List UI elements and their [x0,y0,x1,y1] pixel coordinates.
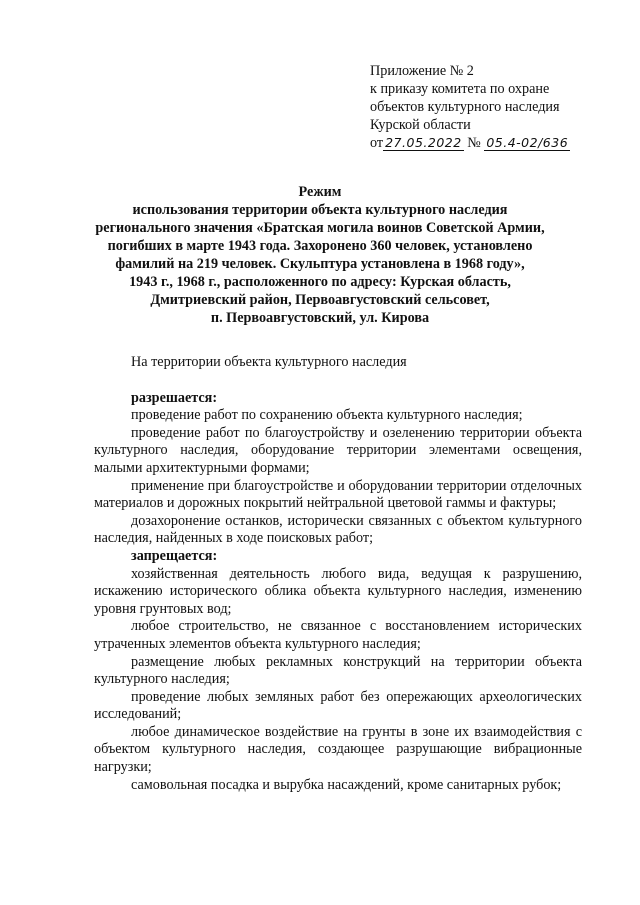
forbidden-item: самовольная посадка и вырубка насаждений, кроме санитарных рубок; [131,776,562,793]
forbidden-item: любое строительство, не связанное с восстановлением исторических утраченных элементов объекта культурного наследия; [94,618,582,652]
forbidden-item: любое динамическое воздействие на грунты в зоне их взаимодействия с объектом культурного наследия, создающее разрушающие вибрационные нагрузки; [94,723,582,776]
forbidden-item: размещение любых рекламных конструкций на территории объекта культурного наследия; [94,653,582,688]
allowed-item: дозахоронение останков, исторически связанных с объектом культурного наследия, найденных в ходе поисковых работ; [94,512,582,547]
order-date: 27.05.2022 [385,135,462,150]
document-body [94,354,582,794]
document-title [80,183,560,327]
allowed-item: применение при благоустройстве и оборудовании территории отделочных материалов и дорожных покрытий нейтральной цветовой гаммы и фактуры; [94,477,582,512]
appendix-committee-line: объектов культурного наследия [370,99,560,115]
title-line: 1943 г., 1968 г., расположенного по адресу: Курская область, [129,274,511,290]
allowed-heading: разрешается: [131,389,218,406]
intro-text: На территории объекта культурного наследия [131,354,407,370]
number-label: № [467,135,481,151]
order-reference [370,134,620,152]
title-line: использования территории объекта культурного наследия [132,202,508,218]
allowed-item: проведение работ по благоустройству и озеленению территории объекта культурного наследия, оборудование территории элементами освещения, малыми архитектурными формами; [94,424,582,476]
forbidden-item: хозяйственная деятельность любого вида, ведущая к разрушению, искажению исторического облика объекта культурного наследия, изменению уровня грунтовых вод; [94,565,582,617]
appendix-order-line: к приказу комитета по охране [370,81,550,97]
forbidden-heading: запрещается: [131,547,218,564]
title-line: фамилий на 219 человек. Скульптура установлена в 1968 году», [115,256,525,272]
appendix-title: Приложение № 2 [370,63,474,79]
allowed-item: проведение работ по сохранению объекта культурного наследия; [131,407,523,424]
appendix-region-line: Курской области [370,117,471,133]
title-line: погибших в марте 1943 года. Захоронено 360 человек, установлено [107,238,533,254]
forbidden-item: проведение любых земляных работ без опережающих археологических исследований; [94,688,582,723]
from-label: от [370,135,384,151]
title-line: регионального значения «Братская могила воинов Советской Армии, [95,220,545,236]
order-number: 05.4-02/636 [486,135,569,150]
title-line: Режим [298,184,342,200]
title-line: Дмитриевский район, Первоавгустовский сельсовет, [150,292,490,308]
appendix-block [370,62,620,152]
title-line: п. Первоавгустовский, ул. Кирова [210,310,430,326]
